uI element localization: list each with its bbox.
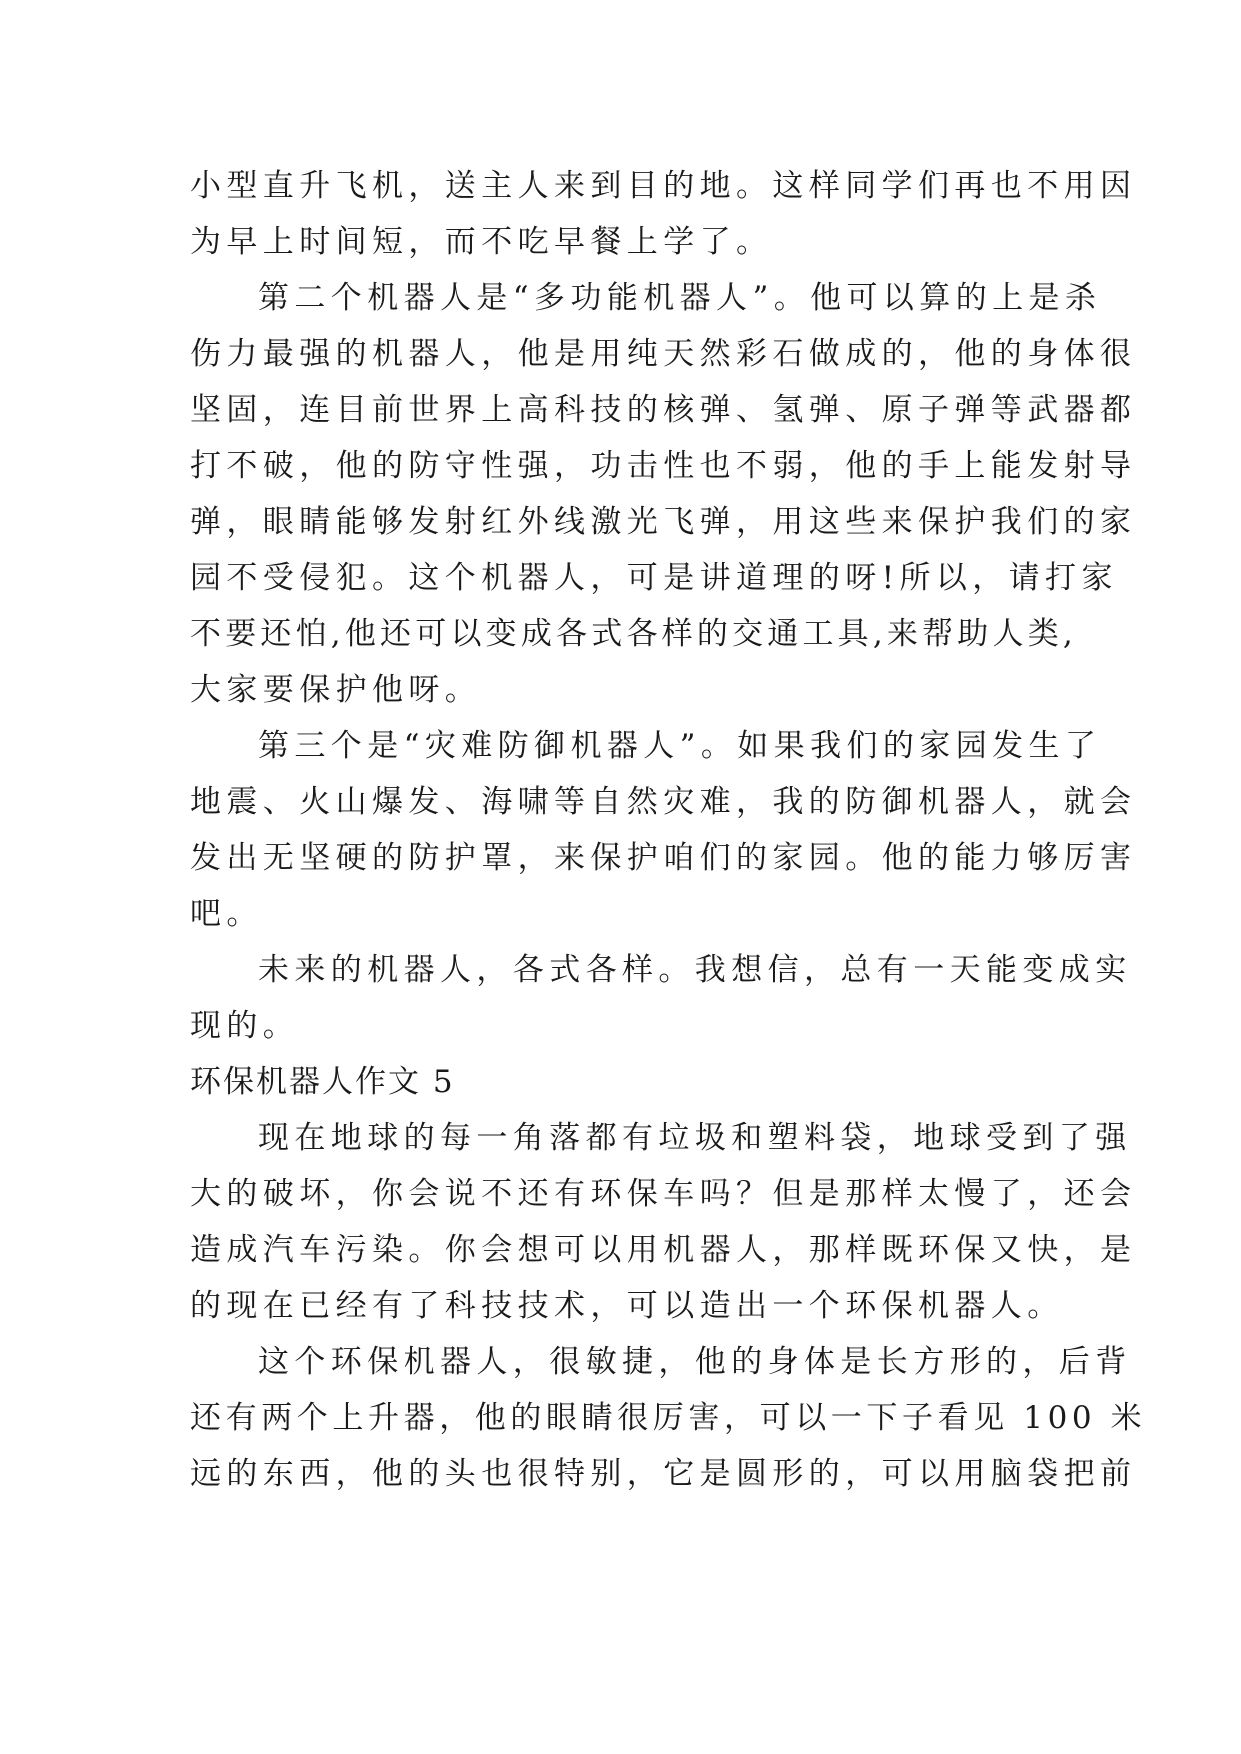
- paragraph-start-line: 未来的机器人，各式各样。我想信，总有一天能变成实: [258, 952, 1132, 988]
- text-line: 伤力最强的机器人，他是用纯天然彩石做成的，他的身体很: [190, 336, 1137, 372]
- paragraph-start-line: 第二个机器人是“多功能机器人”。他可以算的上是杀: [258, 280, 1102, 316]
- text-line: 园不受侵犯。这个机器人，可是讲道理的呀!所以，请打家: [190, 560, 1118, 596]
- text-line: 发出无坚硬的防护罩，来保护咱们的家园。他的能力够厉害: [190, 840, 1137, 876]
- text-line: 大家要保护他呀。: [190, 672, 482, 708]
- text-line: 的现在已经有了科技技术，可以造出一个环保机器人。: [190, 1288, 1064, 1324]
- text-line: 不要还怕,他还可以变成各式各样的交通工具,来帮助人类,: [190, 616, 1077, 652]
- text-line: 小型直升飞机，送主人来到目的地。这样同学们再也不用因: [190, 168, 1137, 204]
- paragraph-start-line: 现在地球的每一角落都有垃圾和塑料袋，地球受到了强: [258, 1120, 1132, 1156]
- text-line: 弹，眼睛能够发射红外线激光飞弹，用这些来保护我们的家: [190, 504, 1137, 540]
- paragraph-start-line: 这个环保机器人，很敏捷，他的身体是长方形的，后背: [258, 1344, 1132, 1380]
- text-line: 吧。: [190, 896, 263, 932]
- text-line: 地震、火山爆发、海啸等自然灾难，我的防御机器人，就会: [190, 784, 1137, 820]
- text-line: 打不破，他的防守性强，功击性也不弱，他的手上能发射导: [190, 448, 1137, 484]
- text-line: 现的。: [190, 1008, 300, 1044]
- text-line: 坚固，连目前世界上高科技的核弹、氢弹、原子弹等武器都: [190, 392, 1137, 428]
- section-heading: 环保机器人作文 5: [190, 1064, 455, 1100]
- document-body: [190, 158, 1147, 1502]
- text-line: 远的东西，他的头也很特别，它是圆形的，可以用脑袋把前: [190, 1456, 1137, 1492]
- text-line: 为早上时间短，而不吃早餐上学了。: [190, 224, 773, 260]
- text-line: 还有两个上升器，他的眼睛很厉害，可以一下子看见 100 米: [190, 1400, 1147, 1436]
- text-line: 大的破坏，你会说不还有环保车吗？但是那样太慢了，还会: [190, 1176, 1137, 1212]
- paragraph-start-line: 第三个是“灾难防御机器人”。如果我们的家园发生了: [258, 728, 1102, 764]
- text-line: 造成汽车污染。你会想可以用机器人，那样既环保又快，是: [190, 1232, 1137, 1268]
